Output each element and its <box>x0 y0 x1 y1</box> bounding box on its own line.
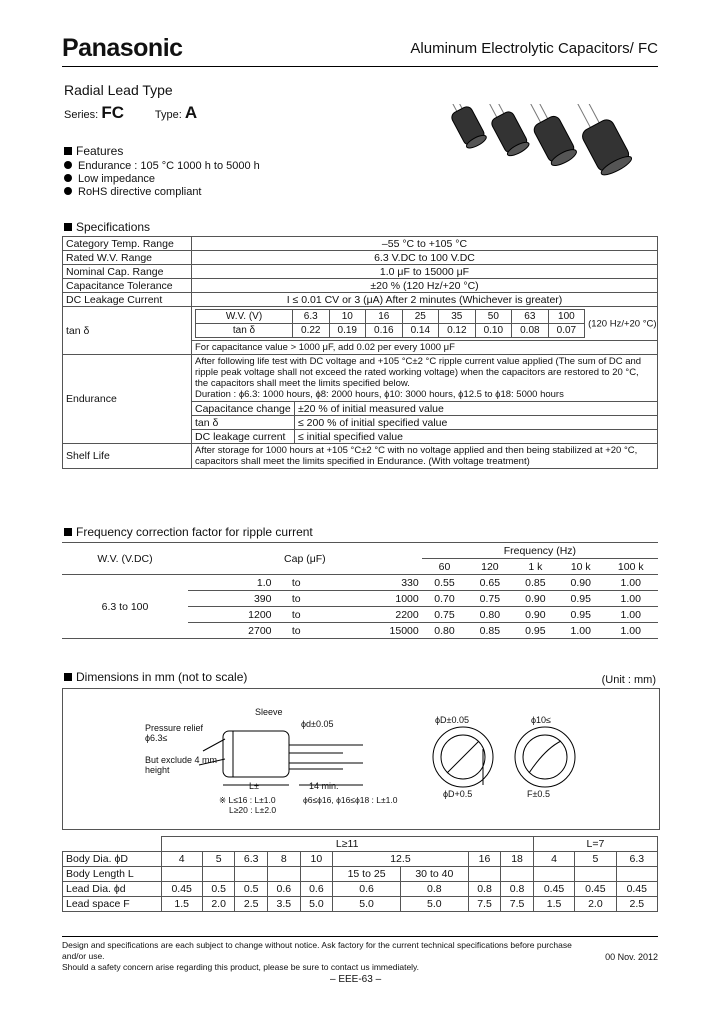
spec-value: I ≤ 0.01 CV or 3 (μA) After 2 minutes (Whichever is greater) <box>192 293 658 307</box>
spec-value: 6.3 V.DC to 100 V.DC <box>192 251 658 265</box>
table-row <box>63 837 658 852</box>
spec-label: Rated W.V. Range <box>63 251 192 265</box>
voltage-cell: 50 <box>475 310 512 324</box>
cap-to-word: to <box>275 575 319 591</box>
lead-dia-label: ϕd±0.05 <box>301 719 334 729</box>
endurance-item: tan δ <box>192 416 295 430</box>
dim-cell: 2.5 <box>616 897 657 912</box>
page-number: – EEE-63 – <box>330 974 382 985</box>
tan-value: 0.08 <box>512 324 549 338</box>
dim-cell: 10 <box>300 852 333 867</box>
factor-cell: 1.00 <box>558 623 603 639</box>
blank-cell <box>63 837 162 852</box>
table-row <box>63 265 658 279</box>
factor-cell: 0.80 <box>422 623 467 639</box>
endurance-text: After following life test with DC voltage and +105 °C±2 °C ripple current value applied (The sum of DC and ripple peak voltage shall not exceed the rated working voltage) when the capacitors are restored to 20 °C, the capacitors shall meet the limits specified below. Duration : ϕ6.3: 1000 hours, ϕ8: 2000 hours, ϕ10: 3000 hours, ϕ12.5 to ϕ18: 5000 hours <box>192 355 658 402</box>
freq-col: 100 k <box>603 559 658 575</box>
length-note-2: L≥20 : L±2.0 <box>229 805 277 815</box>
frequency-heading: Frequency correction factor for ripple current <box>64 525 313 539</box>
features-list <box>64 160 260 199</box>
factor-cell: 0.95 <box>558 591 603 607</box>
brand-logo: Panasonic <box>62 34 183 62</box>
freq-col: 60 <box>422 559 467 575</box>
dim-cell: 5.0 <box>333 897 401 912</box>
spec-value: 1.0 μF to 15000 μF <box>192 265 658 279</box>
spec-label: Nominal Cap. Range <box>63 265 192 279</box>
tan-delta-label: tan δ <box>63 307 192 355</box>
square-bullet-icon <box>64 528 72 536</box>
document-title: Aluminum Electrolytic Capacitors/ FC <box>410 40 658 57</box>
cap-to: 330 <box>318 575 422 591</box>
dim-cell <box>235 867 268 882</box>
tan-value: 0.12 <box>439 324 476 338</box>
row-label: Lead space F <box>63 897 162 912</box>
dim-cell: 0.6 <box>300 882 333 897</box>
unit-label: (Unit : mm) <box>601 674 656 686</box>
length-note-3: ϕ6≤ϕ16, ϕ16≤ϕ18 : L±1.0 <box>303 795 398 805</box>
lead-length-label: 14 min. <box>309 781 339 791</box>
factor-cell: 0.85 <box>513 575 558 591</box>
length-note-1: ※ L≤16 : L±1.0 <box>219 795 276 805</box>
voltage-cell: 100 <box>548 310 585 324</box>
header-divider <box>62 66 658 67</box>
large-dia-label: ϕ10≤ <box>531 715 551 725</box>
voltage-cell: 16 <box>366 310 403 324</box>
endurance-value: ≤ initial specified value <box>295 430 658 444</box>
feature-item: Low impedance <box>64 173 260 186</box>
specifications-heading: Specifications <box>64 220 150 234</box>
dim-cell: 0.45 <box>575 882 616 897</box>
square-bullet-icon <box>64 223 72 231</box>
table-row <box>63 279 658 293</box>
dim-cell: 0.8 <box>400 882 468 897</box>
freq-col: 1 k <box>513 559 558 575</box>
dim-cell <box>268 867 301 882</box>
dim-cell: 2.0 <box>575 897 616 912</box>
bullet-icon <box>64 187 72 195</box>
dim-cell: 4 <box>161 852 202 867</box>
wv-header: W.V. (V.DC) <box>62 543 188 575</box>
cap-from: 2700 <box>188 623 275 639</box>
sleeve-label: Sleeve <box>255 707 283 717</box>
type-value: A <box>184 103 198 122</box>
table-row <box>63 251 658 265</box>
dim-cell: 7.5 <box>468 897 501 912</box>
cap-to-word: to <box>275 607 319 623</box>
dim-cell: 1.5 <box>533 897 574 912</box>
dimensions-heading: Dimensions in mm (not to scale) <box>64 670 247 684</box>
table-row <box>62 575 658 591</box>
table-row <box>63 444 658 469</box>
lead-space-label: F±0.5 <box>527 789 550 799</box>
spec-label: DC Leakage Current <box>63 293 192 307</box>
factor-cell: 1.00 <box>603 575 658 591</box>
wv-header: W.V. (V) <box>196 310 293 324</box>
tan-value: 0.22 <box>293 324 330 338</box>
dim-cell: 8 <box>268 852 301 867</box>
dim-cell: 7.5 <box>501 897 534 912</box>
factor-cell: 0.90 <box>558 575 603 591</box>
dim-cell <box>202 867 235 882</box>
footer-disclaimer: Design and specifications are each subject to change without notice. Ask factory for the current technical specifications before purchase and/or use. Should a safety concern arise regarding this product, please be sure to contact us immediately. <box>62 940 572 972</box>
factor-cell: 0.65 <box>467 575 512 591</box>
spec-value: ±20 % (120 Hz/+20 °C) <box>192 279 658 293</box>
series-line <box>64 103 225 123</box>
capacitor-product-image <box>440 104 660 184</box>
factor-cell: 0.75 <box>467 591 512 607</box>
shelf-life-label: Shelf Life <box>63 444 192 469</box>
table-row <box>63 867 658 882</box>
specifications-table <box>62 236 658 469</box>
tan-delta-table <box>195 309 585 338</box>
dim-cell: 15 to 25 <box>333 867 401 882</box>
group-header-a: L≥11 <box>161 837 533 852</box>
cap-to: 15000 <box>318 623 422 639</box>
dim-cell: 0.5 <box>202 882 235 897</box>
dim-cell: 0.45 <box>533 882 574 897</box>
cap-from: 390 <box>188 591 275 607</box>
dim-cell <box>501 867 534 882</box>
cap-to-word: to <box>275 591 319 607</box>
frequency-header: Frequency (Hz) <box>422 543 658 559</box>
body-dia-label: ϕD±0.05 <box>435 715 469 725</box>
voltage-cell: 25 <box>402 310 439 324</box>
factor-cell: 1.00 <box>603 623 658 639</box>
wv-value: 6.3 to 100 <box>62 575 188 639</box>
factor-cell: 1.00 <box>603 591 658 607</box>
dim-cell: 4 <box>533 852 574 867</box>
dim-cell <box>161 867 202 882</box>
dim-cell: 5 <box>575 852 616 867</box>
tan-value: 0.14 <box>402 324 439 338</box>
table-row <box>63 237 658 251</box>
voltage-cell: 35 <box>439 310 476 324</box>
endurance-label: Endurance <box>63 355 192 444</box>
spec-value: –55 °C to +105 °C <box>192 237 658 251</box>
tan-condition: (120 Hz/+20 °C) <box>588 318 657 330</box>
endurance-value: ≤ 200 % of initial specified value <box>295 416 658 430</box>
cap-to: 2200 <box>318 607 422 623</box>
dim-cell: 30 to 40 <box>400 867 468 882</box>
footer-divider <box>62 936 658 937</box>
factor-cell: 0.90 <box>513 591 558 607</box>
table-row <box>63 852 658 867</box>
factor-cell: 0.95 <box>558 607 603 623</box>
endurance-value: ±20 % of initial measured value <box>295 402 658 416</box>
dim-cell: 5.0 <box>300 897 333 912</box>
type-label: Type: <box>154 109 182 121</box>
length-label: L± <box>249 781 259 791</box>
dim-cell: 0.5 <box>235 882 268 897</box>
cap-from: 1.0 <box>188 575 275 591</box>
tan-header: tan δ <box>196 324 293 338</box>
table-row <box>196 310 585 324</box>
table-row <box>63 307 658 341</box>
cap-header: Cap (μF) <box>188 543 422 575</box>
tan-value: 0.19 <box>329 324 366 338</box>
bullet-icon <box>64 174 72 182</box>
factor-cell: 0.70 <box>422 591 467 607</box>
dim-cell: 12.5 <box>333 852 469 867</box>
row-label: Body Length L <box>63 867 162 882</box>
tan-delta-cell <box>192 307 658 341</box>
factor-cell: 0.75 <box>422 607 467 623</box>
row-label: Lead Dia. ϕd <box>63 882 162 897</box>
table-row <box>63 293 658 307</box>
voltage-cell: 10 <box>329 310 366 324</box>
table-row <box>62 543 658 559</box>
spec-label: Category Temp. Range <box>63 237 192 251</box>
dim-cell: 0.6 <box>333 882 401 897</box>
cap-to-word: to <box>275 623 319 639</box>
feature-item: Endurance : 105 °C 1000 h to 5000 h <box>64 160 260 173</box>
dimensions-drawing <box>62 688 660 830</box>
dim-cell: 18 <box>501 852 534 867</box>
dim-cell: 6.3 <box>616 852 657 867</box>
spec-label: Capacitance Tolerance <box>63 279 192 293</box>
body-dia-tolerance: ϕD+0.5 <box>443 789 473 799</box>
voltage-cell: 6.3 <box>293 310 330 324</box>
product-subtitle: Radial Lead Type <box>64 82 173 98</box>
dim-cell: 2.5 <box>235 897 268 912</box>
tan-value: 0.10 <box>475 324 512 338</box>
pressure-relief-label: Pressure relief <box>145 723 204 733</box>
footer-date: 00 Nov. 2012 <box>605 952 658 962</box>
table-row <box>196 324 585 338</box>
tan-value: 0.16 <box>366 324 403 338</box>
dim-cell: 0.8 <box>501 882 534 897</box>
endurance-item: DC leakage current <box>192 430 295 444</box>
factor-cell: 0.80 <box>467 607 512 623</box>
dim-cell: 16 <box>468 852 501 867</box>
square-bullet-icon <box>64 673 72 681</box>
dim-cell: 0.8 <box>468 882 501 897</box>
dim-cell <box>533 867 574 882</box>
series-value: FC <box>101 103 124 122</box>
dim-cell <box>616 867 657 882</box>
dim-cell <box>300 867 333 882</box>
tan-note: For capacitance value > 1000 μF, add 0.02 per every 1000 μF <box>192 341 658 355</box>
freq-col: 10 k <box>558 559 603 575</box>
dim-cell: 0.45 <box>161 882 202 897</box>
feature-item: RoHS directive compliant <box>64 186 260 199</box>
dim-cell <box>468 867 501 882</box>
features-heading: Features <box>64 144 123 158</box>
factor-cell: 0.85 <box>467 623 512 639</box>
factor-cell: 1.00 <box>603 607 658 623</box>
dim-cell: 1.5 <box>161 897 202 912</box>
dim-cell: 2.0 <box>202 897 235 912</box>
dim-cell: 5 <box>202 852 235 867</box>
table-row <box>63 897 658 912</box>
frequency-table <box>62 542 658 639</box>
cap-to: 1000 <box>318 591 422 607</box>
table-row <box>63 882 658 897</box>
cap-from: 1200 <box>188 607 275 623</box>
square-bullet-icon <box>64 147 72 155</box>
tan-value: 0.07 <box>548 324 585 338</box>
voltage-cell: 63 <box>512 310 549 324</box>
dim-cell: 0.6 <box>268 882 301 897</box>
factor-cell: 0.55 <box>422 575 467 591</box>
burr-label-sub: height <box>145 765 170 775</box>
pressure-relief-sub: ϕ6.3≤ <box>145 733 168 743</box>
endurance-item: Capacitance change <box>192 402 295 416</box>
row-label: Body Dia. ϕD <box>63 852 162 867</box>
dim-cell: 6.3 <box>235 852 268 867</box>
factor-cell: 0.95 <box>513 623 558 639</box>
series-label: Series: <box>64 109 99 121</box>
bullet-icon <box>64 161 72 169</box>
dim-cell: 0.45 <box>616 882 657 897</box>
dim-cell <box>575 867 616 882</box>
burr-label: But exclude 4 mm <box>145 755 218 765</box>
dim-cell: 3.5 <box>268 897 301 912</box>
shelf-life-text: After storage for 1000 hours at +105 °C±2 °C with no voltage applied and then being stabilized at +20 °C, capacitors shall meet the limits specified in Endurance. (With voltage treatment) <box>192 444 658 469</box>
dim-cell: 5.0 <box>400 897 468 912</box>
group-header-b: L=7 <box>533 837 657 852</box>
freq-col: 120 <box>467 559 512 575</box>
table-row <box>63 355 658 402</box>
factor-cell: 0.90 <box>513 607 558 623</box>
dimensions-table <box>62 836 658 912</box>
